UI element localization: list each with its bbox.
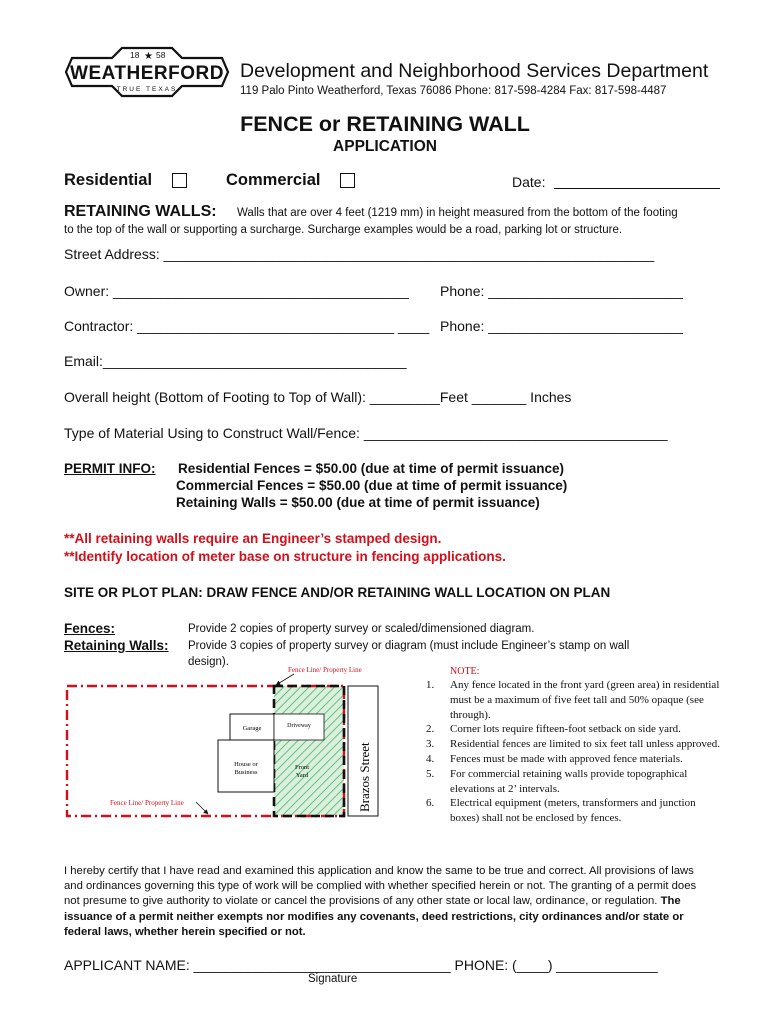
texas-star-icon: ★ xyxy=(144,51,153,62)
owner-phone-field[interactable]: Phone: _________________________ xyxy=(440,283,683,299)
engineer-stamp-warning: **All retaining walls require an Engineer’s stamped design. xyxy=(64,531,442,546)
house-label-line1: House or xyxy=(234,761,258,768)
retaining-walls-definition-line1: Walls that are over 4 feet (1219 mm) in height measured from the bottom of the footing xyxy=(237,207,678,219)
logo-tagline: TRUE TEXAS xyxy=(116,86,178,93)
logo-name: WEATHERFORD xyxy=(70,63,224,84)
owner-field[interactable]: Owner: ______________________________________ xyxy=(64,283,409,299)
residential-checkbox[interactable] xyxy=(172,173,187,188)
retaining-walls-label: Retaining Walls: xyxy=(64,638,169,653)
fence-label-bottom-arrow xyxy=(196,802,208,814)
site-plan-heading: SITE OR PLOT PLAN: DRAW FENCE AND/OR RETAINING WALL LOCATION ON PLAN xyxy=(64,585,611,600)
certification-statement xyxy=(64,864,712,940)
applicant-name-phone-field[interactable]: APPLICANT NAME: _________________________________ PHONE: (____) _____________ xyxy=(64,957,658,973)
house-label-line2: Business xyxy=(234,769,258,776)
note-text: Fences must be made with approved fence materials. xyxy=(450,752,683,765)
date-label: Date: xyxy=(512,174,546,190)
logo-year-left: 18 xyxy=(130,50,140,60)
material-type-field[interactable]: Type of Material Using to Construct Wall/Fence: _______________________________________ xyxy=(64,425,668,441)
street-address-field[interactable]: Street Address: _______________________________________________________________ xyxy=(64,246,655,262)
note-item: 6. Electrical equipment (meters, transformers and junction boxes) shall not be enclosed by fences. xyxy=(426,797,696,825)
contractor-phone-field[interactable]: Phone: _________________________ xyxy=(440,318,683,334)
logo-year-right: 58 xyxy=(156,50,166,60)
retaining-walls-requirement-line1: Provide 3 copies of property survey or diagram (must include Engineer’s stamp on wall xyxy=(188,640,630,652)
fence-line-label-bottom: Fence Line/ Property Line xyxy=(110,799,184,807)
street-name-label: Brazos Street xyxy=(357,742,372,812)
note-item: 1. Any fence located in the front yard (green area) in residential must be a maximum of five feet tall and 50% opaque (see through). xyxy=(426,679,720,721)
front-yard-label-line2: Yard xyxy=(295,772,309,779)
notes-list xyxy=(426,678,726,826)
retaining-walls-heading: RETAINING WALLS: xyxy=(64,203,217,220)
form-title: FENCE or RETAINING WALL xyxy=(240,112,530,136)
date-field[interactable] xyxy=(554,188,720,189)
note-text: Any fence located in the front yard (green area) in residential must be a maximum of five feet tall and 50% opaque (see through). xyxy=(450,679,720,721)
note-item: 5. For commercial retaining walls provide topographical elevations at 2’ intervals. xyxy=(426,767,688,795)
weatherford-logo xyxy=(62,44,232,100)
permit-info-label: PERMIT INFO: xyxy=(64,461,156,476)
front-yard-area xyxy=(274,686,344,816)
residential-label: Residential xyxy=(64,171,153,189)
note-text: Corner lots require fifteen-foot setback on side yard. xyxy=(450,723,681,736)
retaining-walls-definition-line2: to the top of the wall or supporting a surcharge. Surcharge examples would be a road, parking lot or structure. xyxy=(64,224,623,236)
fences-requirement: Provide 2 copies of property survey or scaled/dimensioned diagram. xyxy=(188,623,535,635)
email-field[interactable]: Email:_______________________________________ xyxy=(64,353,407,369)
permit-fee-commercial: Commercial Fences = $50.00 (due at time of permit issuance) xyxy=(176,478,568,493)
fences-label: Fences: xyxy=(64,621,116,636)
fence-label-top-arrow xyxy=(276,674,294,685)
meter-base-warning: **Identify location of meter base on structure in fencing applications. xyxy=(64,549,506,564)
permit-fee-residential: Residential Fences = $50.00 (due at time of permit issuance) xyxy=(178,461,565,476)
department-address: 119 Palo Pinto Weatherford, Texas 76086 Phone: 817-598-4284 Fax: 817-598-4487 xyxy=(240,85,667,97)
note-item: 4. Fences must be made with approved fence materials. xyxy=(426,752,683,765)
signature-label: Signature xyxy=(308,973,358,985)
note-text: Residential fences are limited to six feet tall unless approved. xyxy=(450,738,721,751)
garage-label: Garage xyxy=(242,725,262,732)
department-name: Development and Neighborhood Services Department xyxy=(240,60,709,82)
certification-bold-text: The issuance of a permit neither exempts nor modifies any covenants, deed restrictions, city ordinances and/or state or federal laws, whether herein specified or not. xyxy=(64,895,684,938)
note-item: 2. Corner lots require fifteen-foot setback on side yard. xyxy=(426,723,681,736)
retaining-walls-requirement-line2: design). xyxy=(188,656,229,668)
commercial-label: Commercial xyxy=(226,171,321,189)
note-text: Electrical equipment (meters, transformers and junction boxes) shall not be enclosed by fences. xyxy=(450,797,696,825)
overall-height-field[interactable]: Overall height (Bottom of Footing to Top of Wall): _________Feet _______ Inches xyxy=(64,389,572,405)
permit-fee-retaining-walls: Retaining Walls = $50.00 (due at time of permit issuance) xyxy=(176,495,540,510)
driveway-label: Driveway xyxy=(287,723,311,729)
fence-line-label-top: Fence Line/ Property Line xyxy=(288,666,362,674)
site-plan-diagram xyxy=(62,662,392,824)
certification-text: I hereby certify that I have read and examined this application and know the same to be true and correct. All provisions of laws and ordinances governing this type of work will be complied with whether specified herein or not. The granting of a permit does not presume to give authority to violate or cancel the provisions of any other state or local law, ordinance, or regulation. xyxy=(64,865,697,908)
form-subtitle: APPLICATION xyxy=(333,138,437,155)
front-yard-label-line1: Front xyxy=(294,764,310,771)
note-text: For commercial retaining walls provide topographical elevations at 2’ intervals. xyxy=(450,767,688,795)
note-heading: NOTE: xyxy=(450,666,480,677)
note-item: 3. Residential fences are limited to six feet tall unless approved. xyxy=(426,738,721,751)
contractor-field[interactable]: Contractor: _________________________________ ____ xyxy=(64,318,430,334)
commercial-checkbox[interactable] xyxy=(340,173,355,188)
